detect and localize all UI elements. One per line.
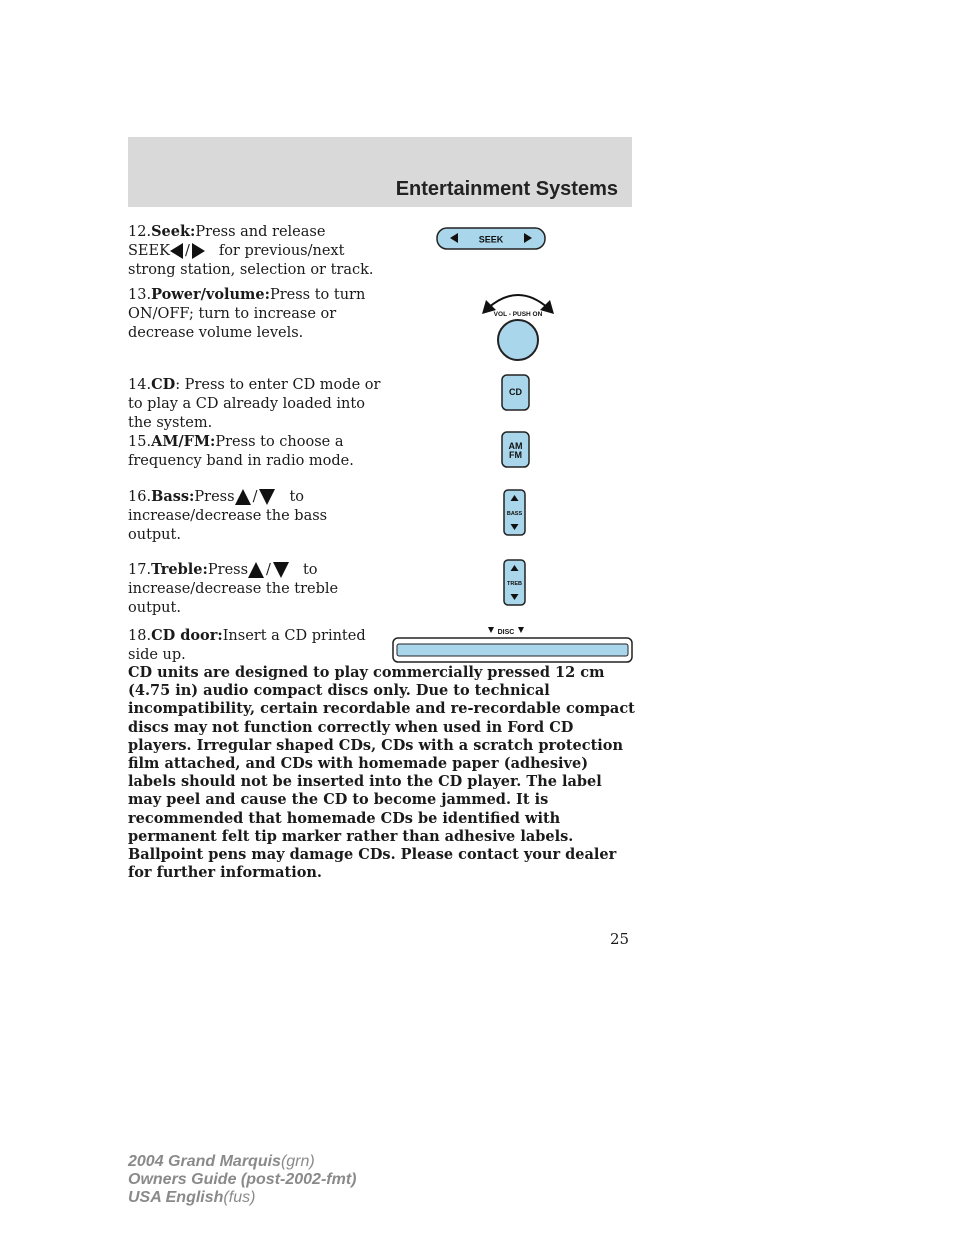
seek-forward-icon (192, 243, 205, 259)
item-title: CD door: (151, 627, 223, 644)
seek-label: SEEK (478, 234, 504, 245)
item-seek: 12.Seek:Press and release SEEK / for previous/next strong station, selection or track. (128, 223, 374, 278)
cd-label: CD (509, 387, 522, 397)
item-cd: 14.CD: Press to enter CD mode or to play a CD already loaded into the system. (128, 376, 381, 431)
item-am-fm: 15.AM/FM:Press to choose a frequency band in radio mode. (128, 433, 354, 469)
item-bass: 16.Bass:Press / to increase/decrease the bass output. (128, 488, 328, 543)
item-cd-door: 18.CD door:Insert a CD printed side up. (128, 627, 366, 663)
seek-button-illustration (436, 227, 546, 251)
fm-label: FM (509, 450, 522, 460)
document-footer: 2004 Grand Marquis(grn) Owners Guide (post-2002-fmt) USA English(fus) (128, 1153, 357, 1206)
item-title: AM/FM: (151, 433, 216, 450)
bass-label: BASS (506, 511, 523, 517)
arrow-up-icon (235, 489, 251, 505)
arrow-up-icon (248, 562, 264, 578)
cd-button-illustration (501, 374, 531, 412)
disc-label: DISC (497, 629, 515, 636)
arrow-down-icon (259, 489, 275, 505)
treble-button-illustration (503, 559, 527, 607)
item-title: Power/volume: (151, 286, 270, 303)
page-number: 25 (610, 930, 630, 948)
volume-label: VOL - PUSH ON (493, 311, 543, 318)
volume-knob-illustration (476, 284, 560, 364)
bass-button-illustration (503, 489, 527, 537)
seek-back-icon (170, 243, 183, 259)
am-label: AM (508, 441, 523, 451)
item-title: CD (151, 376, 176, 393)
item-title: Treble: (151, 561, 208, 578)
arrow-down-icon (273, 562, 289, 578)
section-title: Entertainment Systems (395, 178, 618, 200)
item-title: Bass: (151, 488, 195, 505)
cd-warning-paragraph: CD units are designed to play commercially pressed 12 cm (4.75 in) audio compact discs only. Due to technical incompatibility, certain recordable and re-recordable compact discs may not function correctly when used in Ford CD players. Irregular shaped CDs, CDs with a scratch protection film attached, and CDs with homemade paper (adhesive) labels should not be inserted into the CD player. The label may peel and cause the CD to become jammed. It is recommended that homemade CDs be identified with permanent felt tip marker rather than adhesive labels. Ballpoint pens may damage CDs. Please contact your dealer for further information. (128, 664, 635, 882)
section-header (128, 137, 632, 207)
item-power-volume: 13.Power/volume:Press to turn ON/OFF; turn to increase or decrease volume levels. (128, 286, 366, 341)
item-title: Seek: (151, 223, 196, 240)
treble-label: TREB (507, 581, 522, 587)
am-fm-button-illustration (501, 431, 531, 469)
cd-door-illustration (392, 624, 634, 664)
item-treble: 17.Treble:Press / to increase/decrease the treble output. (128, 561, 339, 616)
